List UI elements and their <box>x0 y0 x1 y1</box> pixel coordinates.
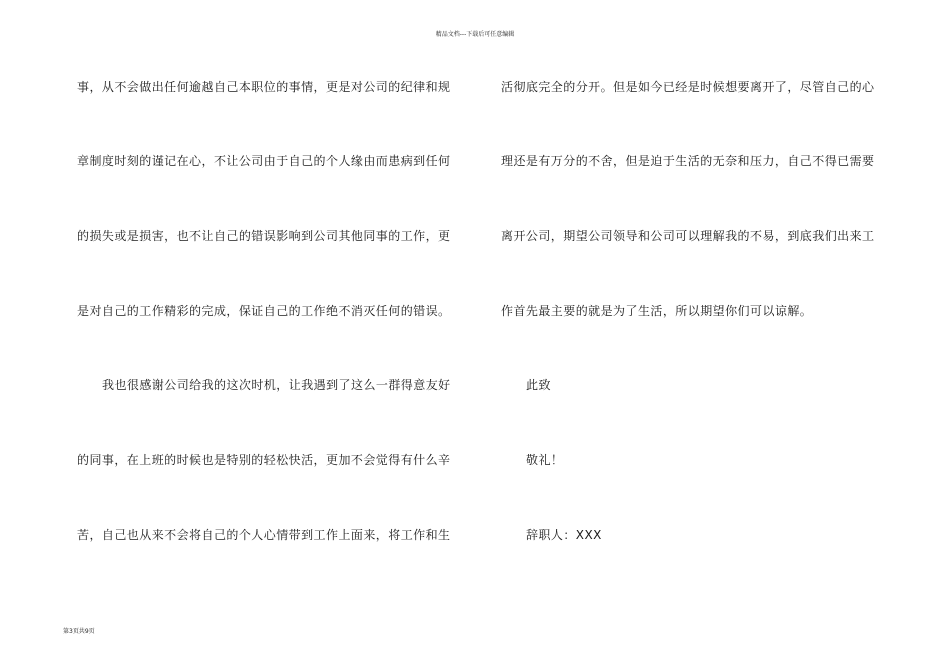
closing-salutation: 此致 <box>526 378 551 392</box>
paragraph-line: 事，从不会做出任何逾越自己本职位的事情，更是对公司的纪律和规 <box>77 80 451 94</box>
paragraph-line: 苦，自己也从来不会将自己的个人心情带到工作上面来，将工作和生 <box>77 528 451 542</box>
document-header: 精品文档---下载后可任意编辑 <box>435 31 515 38</box>
paragraph-line: 章制度时刻的谨记在心，不让公司由于自己的个人缘由而患病到任何 <box>77 154 451 168</box>
paragraph-line: 活彻底完全的分开。但是如今已经是时候想要离开了，尽管自己的心 <box>501 80 875 94</box>
closing-regards: 敬礼！ <box>526 453 564 467</box>
paragraph-line: 的同事，在上班的时候也是特别的轻松快活，更加不会觉得有什么辛 <box>77 453 451 467</box>
paragraph-line: 的损失或是损害，也不让自己的错误影响到公司其他同事的工作，更 <box>77 229 451 243</box>
paragraph-line: 作首先最主要的就是为了生活，所以期望你们可以谅解。 <box>501 304 813 318</box>
paragraph-line: 理还是有万分的不舍，但是迫于生活的无奈和压力，自己不得已需要 <box>501 154 875 168</box>
page-number: 第3页共9页 <box>63 628 95 635</box>
paragraph-line: 我也很感谢公司给我的这次时机，让我遇到了这么一群得意友好 <box>102 378 451 392</box>
paragraph-line: 是对自己的工作精彩的完成，保证自己的工作绝不消灭任何的错误。 <box>77 304 451 318</box>
signature-line: 辞职人：XXX <box>526 528 602 542</box>
paragraph-line: 离开公司，期望公司领导和公司可以理解我的不易，到底我们出来工 <box>501 229 875 243</box>
